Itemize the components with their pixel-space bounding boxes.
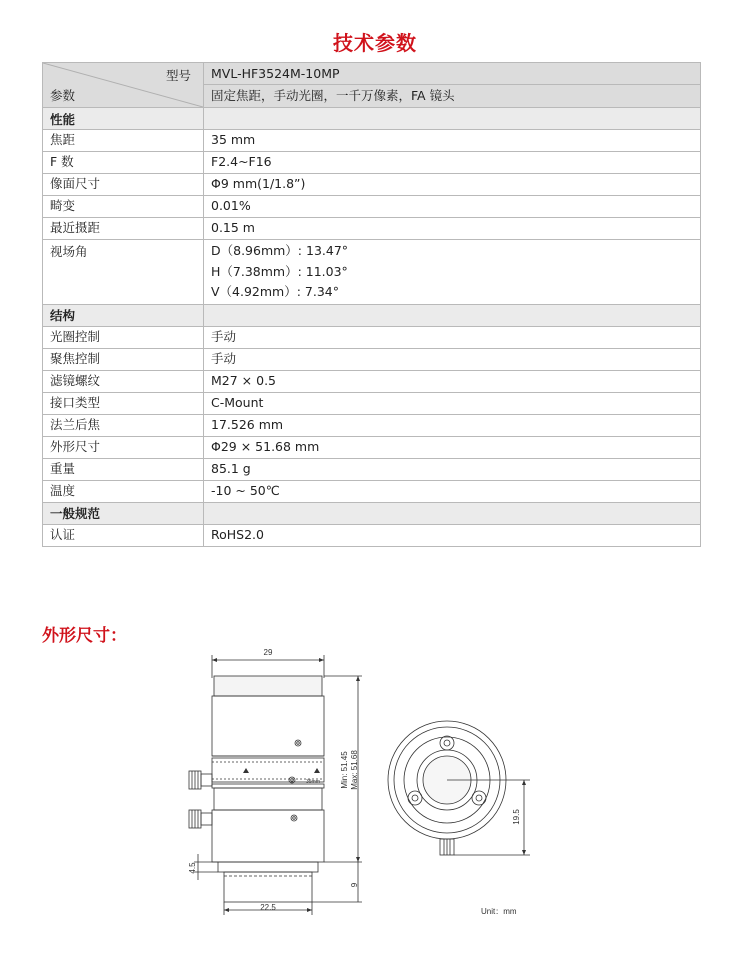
param-value: F2.4~F16 [211,154,272,170]
section-header-row [43,108,701,130]
param-label: 外形尺寸 [43,436,204,458]
table-row [43,174,701,196]
param-value: V（4.92mm）: 7.34° [211,284,340,299]
param-value-cell [204,196,701,218]
param-label: F 数 [43,152,204,174]
param-value-cell [204,524,701,546]
section-empty-cell [204,108,701,130]
param-value: H（7.38mm）: 11.03° [211,263,348,279]
param-value-cell [204,240,701,305]
mount-flange [218,862,318,872]
param-label: 聚焦控制 [43,348,204,370]
param-header-label: 参数 [50,88,76,103]
param-label: 接口类型 [43,392,204,414]
param-value: 0.01% [211,198,251,214]
param-value: -10 ~ 50℃ [211,482,280,498]
table-row [43,196,701,218]
description-value: 固定焦距，手动光圈，一千万像素，FA 镜头 [211,88,455,103]
aperture-ring [214,788,322,810]
section-empty-cell [204,502,701,524]
param-value: 手动 [211,350,237,366]
section-title: 性能 [43,108,204,130]
model-value: MVL-HF3524M-10MP [204,63,700,85]
param-value: Φ9 mm(1/1.8”) [211,176,306,192]
table-header-row [43,63,701,108]
param-value-cell [204,458,701,480]
param-value-cell [204,480,701,502]
table-row [43,348,701,370]
model-cells [204,63,701,108]
front-ring [214,676,322,696]
param-value: RoHS2.0 [211,526,264,542]
table-row [43,480,701,502]
dim-9-label: 9 [350,882,359,888]
table-row [43,370,701,392]
table-row [43,392,701,414]
param-label: 畸变 [43,196,204,218]
param-label: 重量 [43,458,204,480]
param-value-cell [204,174,701,196]
table-row [43,524,701,546]
c-mount-thread [224,872,312,902]
table-row [43,458,701,480]
dim-mount-label: 22.5 [260,903,276,912]
dim-min-label: Min: 51.45 [340,751,349,789]
param-value: C-Mount [211,394,264,410]
param-value-cell [204,414,701,436]
section-header-row [43,304,701,326]
param-label: 法兰后焦 [43,414,204,436]
table-row [43,326,701,348]
barrel-focal-mark: 35mm [306,779,320,785]
param-label: 像面尺寸 [43,174,204,196]
param-value: 0.15 m [211,220,255,236]
dimension-drawing [0,640,750,940]
param-value-cell [204,392,701,414]
model-header-label: 型号 [165,68,191,83]
param-value: 17.526 mm [211,416,284,432]
param-value: Φ29 × 51.68 mm [211,438,320,454]
param-label: 光圈控制 [43,326,204,348]
dim-45-label: 4.5 [188,862,197,874]
dim-195-label: 19.5 [512,809,521,825]
table-row [43,240,701,305]
table-row [43,436,701,458]
param-label: 滤镜螺纹 [43,370,204,392]
table-row [43,152,701,174]
header-diagonal-cell [43,63,204,108]
section-empty-cell [204,304,701,326]
param-value: 85.1 g [211,460,251,476]
param-value: 35 mm [211,132,256,148]
screw [295,740,301,746]
param-value: M27 × 0.5 [211,372,276,388]
table-row [43,130,701,152]
table-row [43,414,701,436]
dimensions-heading: 外形尺寸： [42,626,127,646]
section-header-row [43,502,701,524]
param-value-cell [204,436,701,458]
param-label: 温度 [43,480,204,502]
dim-width-label: 29 [263,648,273,657]
param-label: 认证 [43,524,204,546]
section-title: 结构 [43,304,204,326]
param-value-cell [204,130,701,152]
param-label: 焦距 [43,130,204,152]
dim-max-label: Max: 51.68 [350,750,359,790]
param-label: 视场角 [43,240,204,305]
param-value-cell [204,326,701,348]
param-value-cell [204,218,701,240]
unit-label: Unit：mm [481,907,517,916]
lens-body-lower [212,810,324,862]
param-label: 最近摄距 [43,218,204,240]
table-row [43,218,701,240]
lens-body-upper [212,696,324,756]
spec-table [42,62,701,547]
param-value-cell [204,152,701,174]
param-value: D（8.96mm）: 13.47° [211,243,349,258]
param-value-cell [204,348,701,370]
page-title: 技术参数 [333,31,417,55]
param-value: 手动 [211,328,237,344]
param-value-cell [204,370,701,392]
section-title: 一般规范 [43,502,204,524]
